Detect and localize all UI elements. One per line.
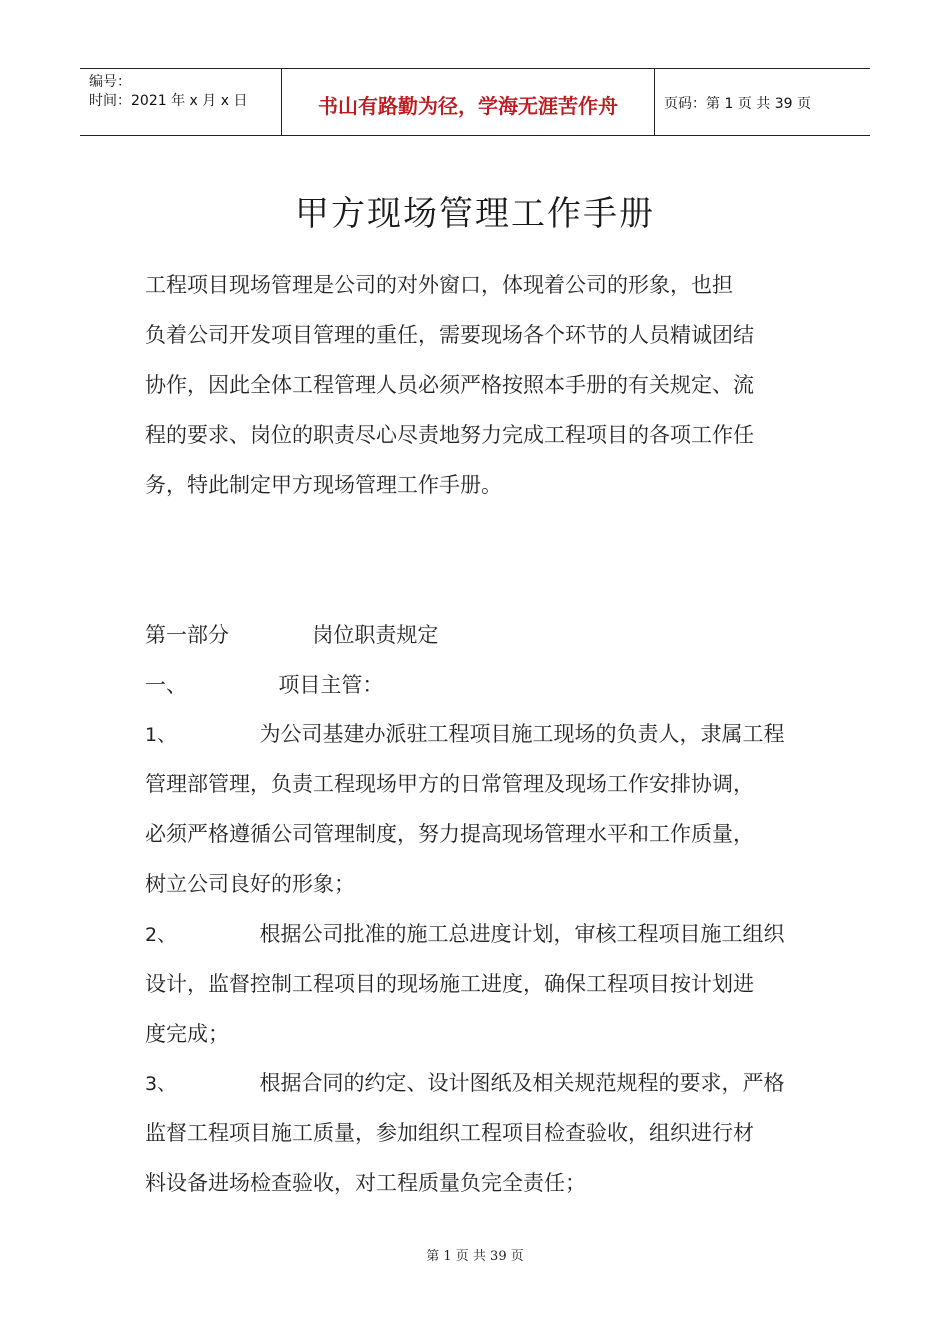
intro-line: 程的要求、岗位的职责尽心尽责地努力完成工程项目的各项工作任 xyxy=(145,423,754,447)
list-item-line: 设计，监督控制工程项目的现场施工进度，确保工程项目按计划进 xyxy=(145,972,754,996)
intro-line: 负着公司开发项目管理的重任，需要现场各个环节的人员精诚团结 xyxy=(145,323,754,347)
list-item-first-line xyxy=(145,718,784,748)
header-motto-cell xyxy=(281,69,655,135)
section-label: 一、 xyxy=(145,673,187,697)
document-title: 甲方现场管理工作手册 xyxy=(295,194,655,234)
list-item-text: 为公司基建办派驻工程项目施工现场的负责人，隶属工程 xyxy=(259,722,785,746)
list-item-text: 根据公司批准的施工总进度计划，审核工程项目施工组织 xyxy=(259,922,785,946)
list-item-number: 1、 xyxy=(145,724,177,746)
intro-line: 协作，因此全体工程管理人员必须严格按照本手册的有关规定、流 xyxy=(145,373,754,397)
header-meta-cell xyxy=(80,69,281,135)
list-item-text: 根据合同的约定、设计图纸及相关规范规程的要求，严格 xyxy=(259,1071,785,1095)
header-motto: 书山有路勤为径，学海无涯苦作舟 xyxy=(318,93,618,118)
section-name: 项目主管： xyxy=(278,673,384,697)
part-name: 岗位职责规定 xyxy=(312,623,439,647)
list-item-number: 2、 xyxy=(145,924,177,946)
page-footer: 第 1 页 共 39 页 xyxy=(426,1249,524,1264)
intro-line: 工程项目现场管理是公司的对外窗口，体现着公司的形象，也担 xyxy=(145,273,733,297)
list-item-first-line xyxy=(145,1067,784,1097)
document-code-label: 编号： xyxy=(89,74,131,90)
document-header-table xyxy=(80,68,870,136)
section-heading xyxy=(145,669,383,699)
header-page-info: 页码：第 1 页 共 39 页 xyxy=(664,96,811,112)
list-item-line: 料设备进场检查验收，对工程质量负完全责任； xyxy=(145,1171,586,1195)
list-item-line: 树立公司良好的形象； xyxy=(145,872,355,896)
list-item-first-line xyxy=(145,918,784,948)
header-page-cell xyxy=(655,69,870,135)
list-item-line: 度完成； xyxy=(145,1022,229,1046)
list-item-line: 监督工程项目施工质量，参加组织工程项目检查验收，组织进行材 xyxy=(145,1121,754,1145)
document-date-label: 时间：2021 年 x 月 x 日 xyxy=(89,93,248,109)
list-item-line: 必须严格遵循公司管理制度，努力提高现场管理水平和工作质量， xyxy=(145,822,754,846)
list-item-number: 3、 xyxy=(145,1073,177,1095)
part-heading xyxy=(145,619,438,649)
intro-line: 务，特此制定甲方现场管理工作手册。 xyxy=(145,473,502,497)
part-label: 第一部分 xyxy=(145,623,229,647)
list-item-line: 管理部管理，负责工程现场甲方的日常管理及现场工作安排协调， xyxy=(145,772,754,796)
